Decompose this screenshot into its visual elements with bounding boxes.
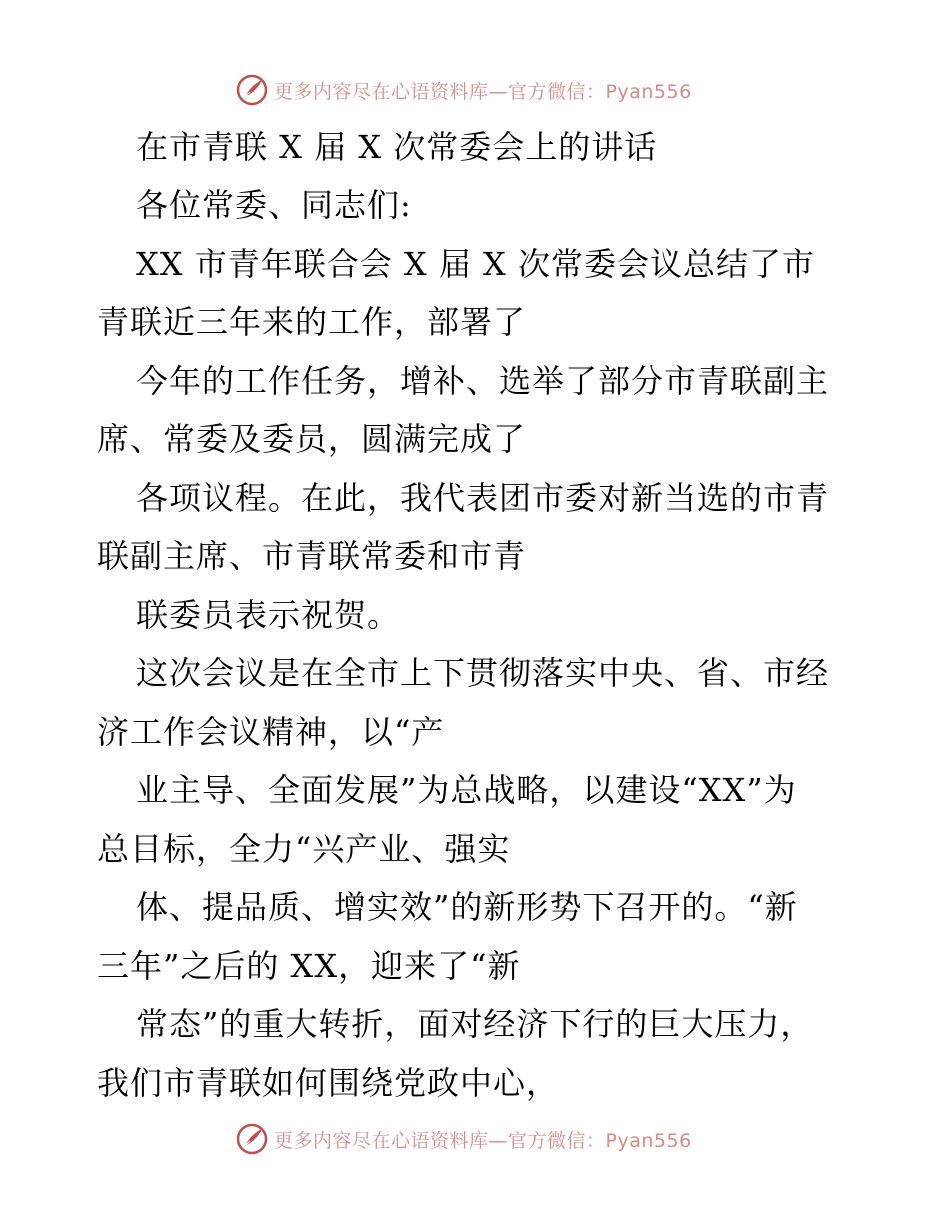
quill-logo-icon xyxy=(236,74,268,106)
paragraph-line: 济工作会议精神，以“产 xyxy=(97,713,445,751)
paragraph-line: 各位常委、同志们: xyxy=(136,186,412,224)
paragraph-line: 我们市青联如何围绕党政中心， xyxy=(97,1064,560,1102)
watermark-footer xyxy=(236,1121,692,1157)
paragraph-line: 席、常委及委员，圆满完成了 xyxy=(97,420,527,458)
paragraph-line: 青联近三年来的工作，部署了 xyxy=(97,303,527,341)
paragraph-line: 总目标，全力“兴产业、强实 xyxy=(97,830,511,868)
paragraph-line: 联副主席、市青联常委和市青 xyxy=(97,537,527,575)
paragraph-line: 今年的工作任务，增补、选举了部分市青联副主 xyxy=(136,362,830,400)
watermark-text: 更多内容尽在心语资料库—官方微信：Pyan556 xyxy=(274,1129,692,1152)
document-title: 在市青联 X 届 X 次常委会上的讲话 xyxy=(136,128,658,166)
paragraph-line: 联委员表示祝贺。 xyxy=(136,596,401,634)
paragraph-line: 常态”的重大转折，面对经济下行的巨大压力， xyxy=(136,1005,814,1043)
paragraph-line: 体、提品质、增实效”的新形势下召开的。“新 xyxy=(136,888,798,926)
watermark-header xyxy=(236,72,692,108)
paragraph-line: XX 市青年联合会 X 届 X 次常委会议总结了市 xyxy=(136,245,815,283)
paragraph-line: 这次会议是在全市上下贯彻落实中央、省、市经 xyxy=(136,654,830,692)
quill-logo-icon xyxy=(236,1123,268,1155)
paragraph-line: 业主导、全面发展”为总战略，以建设“XX”为 xyxy=(136,771,797,809)
paragraph-line: 三年”之后的 XX，迎来了“新 xyxy=(97,947,521,985)
paragraph-line: 各项议程。在此，我代表团市委对新当选的市青 xyxy=(136,479,830,517)
watermark-text: 更多内容尽在心语资料库—官方微信：Pyan556 xyxy=(274,80,692,103)
